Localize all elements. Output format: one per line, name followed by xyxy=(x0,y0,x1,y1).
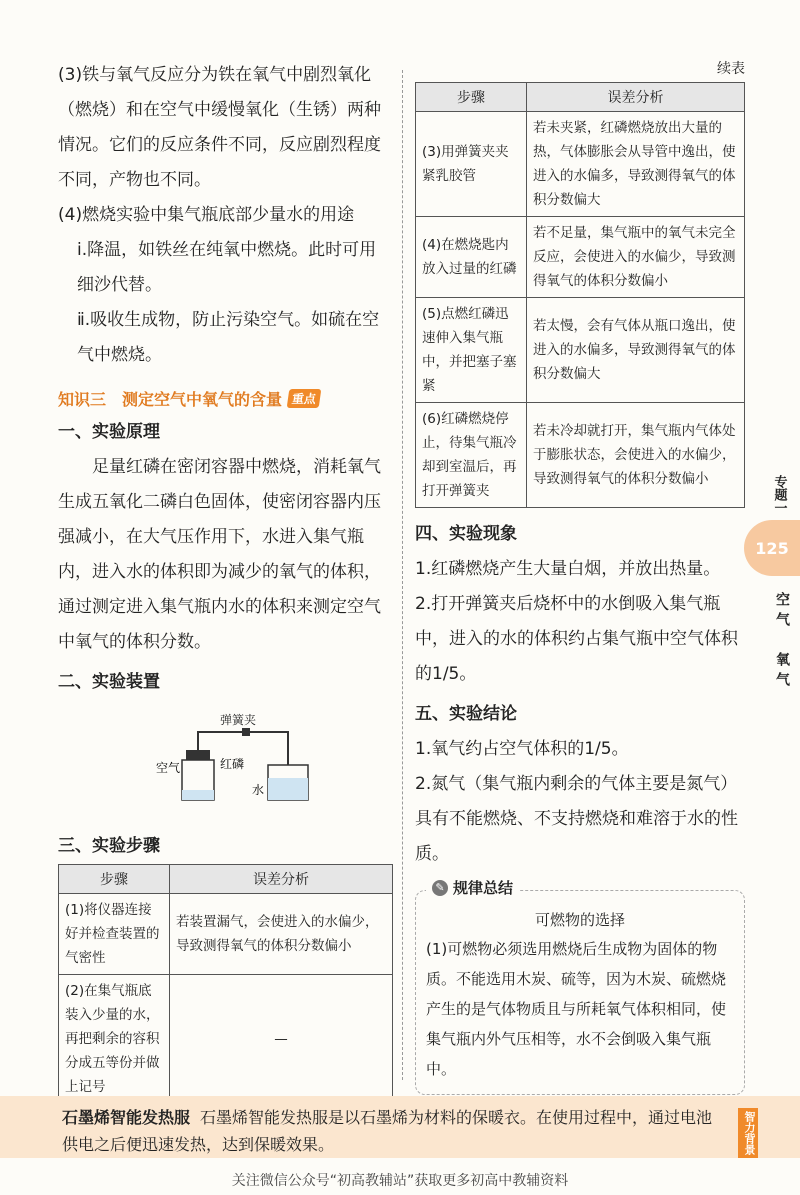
table-row xyxy=(416,112,745,217)
conclusion-item: 1.氧气约占空气体积的1/5。 xyxy=(415,739,629,759)
wechat-note: 关注微信公众号“初高教辅站”获取更多初高中教辅资料 xyxy=(231,1173,569,1189)
clip-icon xyxy=(242,728,250,736)
section-apparatus-title: 二、实验装置 xyxy=(58,672,160,692)
label-water: 水 xyxy=(252,783,265,797)
section-steps-title: 三、实验步骤 xyxy=(58,836,160,856)
stopper xyxy=(186,750,210,760)
side-tab xyxy=(758,475,800,514)
error-cell: 若不足量，集气瓶中的氧气未完全反应，会使进入的水偏少，导致测得氧气的体积分数偏小 xyxy=(527,217,745,298)
chapter-title: 空气 氧气 xyxy=(774,592,790,692)
item-absorb: ⅱ.吸收生成物，防止污染空气。如硫在空气中燃烧。 xyxy=(77,310,380,365)
footer-badge: 智力背景 xyxy=(738,1108,758,1158)
rule-summary-title: 规律总结 xyxy=(453,879,514,897)
beaker-water xyxy=(268,778,308,800)
item-cooling: ⅰ.降温，如铁丝在纯氧中燃烧。此时可用细沙代替。 xyxy=(77,240,377,295)
right-column xyxy=(415,58,745,1095)
rule-text: (1)可燃物必须选用燃烧后生成物为固体的物质。不能选用木炭、硫等，因为木炭、硫燃烧产生的是气体物质且与所耗氧气体积相同，使集气瓶内外气压相等，水不会倒吸入集气瓶中。 xyxy=(426,940,727,1078)
rule-subtitle: 可燃物的选择 xyxy=(534,911,625,929)
table-row xyxy=(416,403,745,508)
footer-text-block xyxy=(62,1104,722,1158)
knowledge-heading xyxy=(58,387,393,410)
table-row xyxy=(416,217,745,298)
footer-description: 石墨烯智能发热服是以石墨烯为材料的保暖衣。在使用过程中，通过电池供电之后便迅速发热，达到保暖效果。 xyxy=(62,1108,713,1154)
step-cell: (1)将仪器连接好并检查装置的气密性 xyxy=(59,894,170,975)
table-row xyxy=(59,894,393,975)
table-header-error: 误差分析 xyxy=(527,83,745,112)
phenomenon-item: 2.打开弹簧夹后烧杯中的水倒吸入集气瓶中，进入的水的体积约占集气瓶中空气体积的1/5。 xyxy=(415,594,738,684)
conclusion-item: 2.氮气（集气瓶内剩余的气体主要是氮气）具有不能燃烧、不支持燃烧和难溶于水的性质。 xyxy=(415,774,738,864)
step-cell: (6)红磷燃烧停止，待集气瓶冷却到室温后，再打开弹簧夹 xyxy=(416,403,527,508)
label-air: 空气 xyxy=(156,761,181,775)
error-cell: 若装置漏气，会使进入的水偏少，导致测得氧气的体积分数偏小 xyxy=(170,894,393,975)
topic-label: 专题一 xyxy=(771,475,787,514)
section-conclusion-title: 五、实验结论 xyxy=(415,704,517,724)
phenomenon-item: 1.红磷燃烧产生大量白烟，并放出热量。 xyxy=(415,559,721,579)
left-column xyxy=(58,58,393,1104)
error-cell: 若未夹紧，红磷燃烧放出大量的热，气体膨胀会从导管中逸出，使进入的水偏多，导致测得氧气的体积分数偏大 xyxy=(527,112,745,217)
knowledge-title: 知识三 测定空气中氧气的含量 xyxy=(58,390,283,409)
continued-label: 续表 xyxy=(717,61,745,77)
table-row xyxy=(416,298,745,403)
section-principle-title: 一、实验原理 xyxy=(58,422,160,442)
table-header-step: 步骤 xyxy=(416,83,527,112)
paragraph-iron-oxygen: (3)铁与氧气反应分为铁在氧气中剧烈氧化（燃烧）和在空气中缓慢氧化（生锈）两种情况。它们的反应条件不同，反应剧烈程度不同，产物也不同。 xyxy=(58,65,381,190)
page-number: 125 xyxy=(744,520,800,576)
label-clip: 弹簧夹 xyxy=(220,713,257,727)
error-cell: 若未冷却就打开，集气瓶内气体处于膨胀状态，会使进入的水偏少，导致测得氧气的体积分数偏小 xyxy=(527,403,745,508)
table-header-error: 误差分析 xyxy=(170,865,393,894)
table-row xyxy=(59,975,393,1104)
bottle-water xyxy=(182,790,214,800)
column-divider xyxy=(402,70,403,1080)
step-cell: (4)在燃烧匙内放入过量的红磷 xyxy=(416,217,527,298)
footer-term: 石墨烯智能发热服 xyxy=(62,1108,191,1127)
steps-table-2 xyxy=(415,82,745,508)
step-cell: (5)点燃红磷迅速伸入集气瓶中，并把塞子塞紧 xyxy=(416,298,527,403)
steps-table-1 xyxy=(58,864,393,1104)
error-cell: 若太慢，会有气体从瓶口逸出，使进入的水偏多，导致测得氧气的体积分数偏大 xyxy=(527,298,745,403)
rule-summary-box xyxy=(415,879,745,1095)
table-header-step: 步骤 xyxy=(59,865,170,894)
error-cell: — xyxy=(170,975,393,1104)
key-point-badge: 重点 xyxy=(287,389,322,408)
label-phosphorus: 红磷 xyxy=(220,757,245,771)
rule-summary-heading xyxy=(426,877,519,898)
section-phenomena-title: 四、实验现象 xyxy=(415,524,517,544)
pencil-icon: ✎ xyxy=(432,880,448,896)
apparatus-diagram xyxy=(156,710,328,810)
paragraph-water-use: (4)燃烧实验中集气瓶底部少量水的用途 xyxy=(58,205,355,225)
step-cell: (3)用弹簧夹夹紧乳胶管 xyxy=(416,112,527,217)
step-cell: (2)在集气瓶底装入少量的水，再把剩余的容积分成五等份并做上记号 xyxy=(59,975,170,1104)
section-principle-text: 足量红磷在密闭容器中燃烧，消耗氧气生成五氧化二磷白色固体，使密闭容器内压强减小，在大气压作用下，水进入集气瓶内，进入水的体积即为减少的氧气的体积，通过测定进入集气瓶内水的体积来测定空气中氧气的体积分数。 xyxy=(58,457,381,652)
